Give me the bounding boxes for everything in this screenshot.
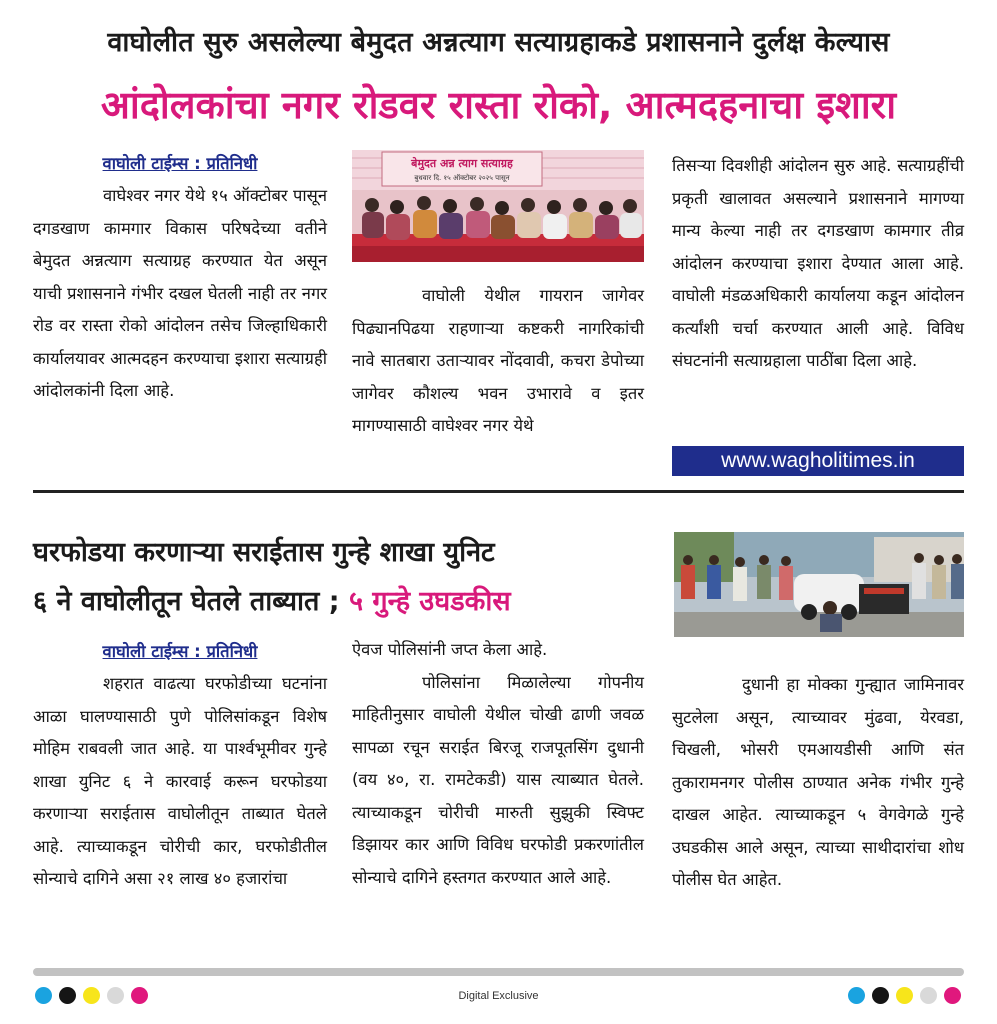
story2-column-2 xyxy=(352,634,644,894)
magenta-dot xyxy=(944,987,961,1004)
footer-label: Digital Exclusive xyxy=(458,990,539,1002)
protest-photo xyxy=(352,150,644,262)
story1-column-1 xyxy=(33,150,327,408)
story2-col2b-text: पोलिसांना मिळालेल्या गोपनीय माहितीनुसार वाघोली येथील चोखी ढाणी जवळ सापळा रचून सराईत बिरजू राजपूतसिंग दुधानी (वय ४०, रा. रामटेकडी) यास त्याब्यात घेतले. त्याच्याकडून चोरीची मारुती सुझुकी स्विफ्ट डिझायर कार आणि विविध घरफोडी प्रकरणांतील सोन्याचे दागिने हस्तगत करण्यात आले आहे. xyxy=(352,672,644,887)
story1-col2-text: वाघोली येथील गायरान जागेवर पिढ्यानपिढया राहणाऱ्या कष्टकरी नागरिकांची नावे सातबारा उताऱ्यावर नोंदवावी, कचरा डेपोच्या जागेवर कौशल्य भवन उभारावे व इतर मागण्यासाठी वाघेश्वर नगर येथे xyxy=(352,286,644,435)
story1-headline: आंदोलकांचा नगर रोडवर रास्ता रोको, आत्मदहनाचा इशारा xyxy=(100,83,897,127)
cyan-dot xyxy=(848,987,865,1004)
story2-byline: वाघोली टाईम्स : प्रतिनिधी xyxy=(102,642,258,661)
story1-kicker: वाघोलीत सुरु असलेल्या बेमुदत अन्नत्याग सत्याग्रहाकडे प्रशासनाने दुर्लक्ष केल्यास xyxy=(107,27,890,58)
story2-column-3 xyxy=(672,669,964,897)
story1-col3-text: तिसऱ्या दिवशीही आंदोलन सुरु आहे. सत्याग्रहींची प्रकृती खालावत असल्याने प्रशासनाने मागण्या मान्य केल्या नाही तर दगडखाण कामगार तीव्र आंदोलन करण्याचा इशारा देण्यात आला आहे. वाघोली मंडळअधिकारी कार्यालया कडून आंदोलन कर्त्यांशी चर्चा करण्यात आली आहे. विविध संघटनांनी सत्याग्रहाला पाठींबा दिला आहे. xyxy=(672,156,964,370)
story1-column-2 xyxy=(352,280,644,443)
police-photo xyxy=(674,532,964,637)
story2-headline-line2: ६ ने वाघोलीतून घेतले ताब्यात ; ५ गुन्हे उघडकीस xyxy=(33,586,511,617)
story2-col3-text: दुधानी हा मोक्का गुन्ह्यात जामिनावर सुटलेला असून, त्याच्यावर मुंढवा, येरवडा, चिखली, भोसरी एमआयडीसी आणि संत तुकारामनगर पोलीस ठाण्यात अनेक गंभीर गुन्हे दाखल आहेत. त्याच्याकडून ५ वेगवेगळे गुन्हे उघडकीस आले असून, त्याच्या साथीदारांचा शोध पोलीस घेत आहेत. xyxy=(672,675,964,889)
story2-headline-line1: घरफोडया करणाऱ्या सराईतास गुन्हे शाखा युनिट xyxy=(33,537,495,568)
story2-col1-text: शहरात वाढत्या घरफोडीच्या घटनांना आळा घालण्यासाठी पुणे पोलिसांकडून विशेष मोहिम राबवली जात आहे. या पार्श्वभूमीवर गुन्हे शाखा युनिट ६ ने कारवाई करून घरफोडया करणाऱ्या सराईतास वाघोलीतून ताब्यात घेतले आहे. त्याच्याकडून चोरीची कार, घरफोडीतील सोन्याचे दागिने असा २१ लाख ४० हजारांचा xyxy=(33,674,327,888)
banner-subtitle: बुधवार दि. १५ ऑक्टोबर २०२५ पासून xyxy=(414,174,510,182)
black-dot xyxy=(872,987,889,1004)
section-divider xyxy=(33,490,964,493)
color-dots-right xyxy=(848,987,961,1004)
story2-col2a-text: ऐवज पोलिसांनी जप्त केला आहे. xyxy=(352,640,548,659)
grey-dot xyxy=(920,987,937,1004)
story1-col1-text: वाघेश्वर नगर येथे १५ ऑक्टोबर पासून दगडखाण कामगार विकास परिषदेच्या वतीने बेमुदत अन्नत्याग सत्याग्रह करण्यात येत असून याची प्रशासनाने गंभीर दखल घेतली नाही तर नगर रोड वर रास्ता रोको आंदोलन तसेच जिल्हाधिकारी कार्यालयावर आत्मदहन करण्याचा इशारा सत्याग्रही आंदोलकांनी दिला आहे. xyxy=(33,186,327,400)
website-link[interactable]: www.wagholitimes.in xyxy=(672,446,964,476)
story2-headline xyxy=(33,528,653,626)
yellow-dot xyxy=(896,987,913,1004)
story1-byline: वाघोली टाईम्स : प्रतिनिधी xyxy=(102,154,258,173)
story2-headline-highlight: ५ गुन्हे उघडकीस xyxy=(348,586,511,617)
story1-column-3 xyxy=(672,150,964,378)
footer-bar xyxy=(33,968,964,976)
banner-title: बेमुदत अन्न त्याग सत्याग्रह xyxy=(411,157,513,170)
story2-column-1 xyxy=(33,638,327,896)
